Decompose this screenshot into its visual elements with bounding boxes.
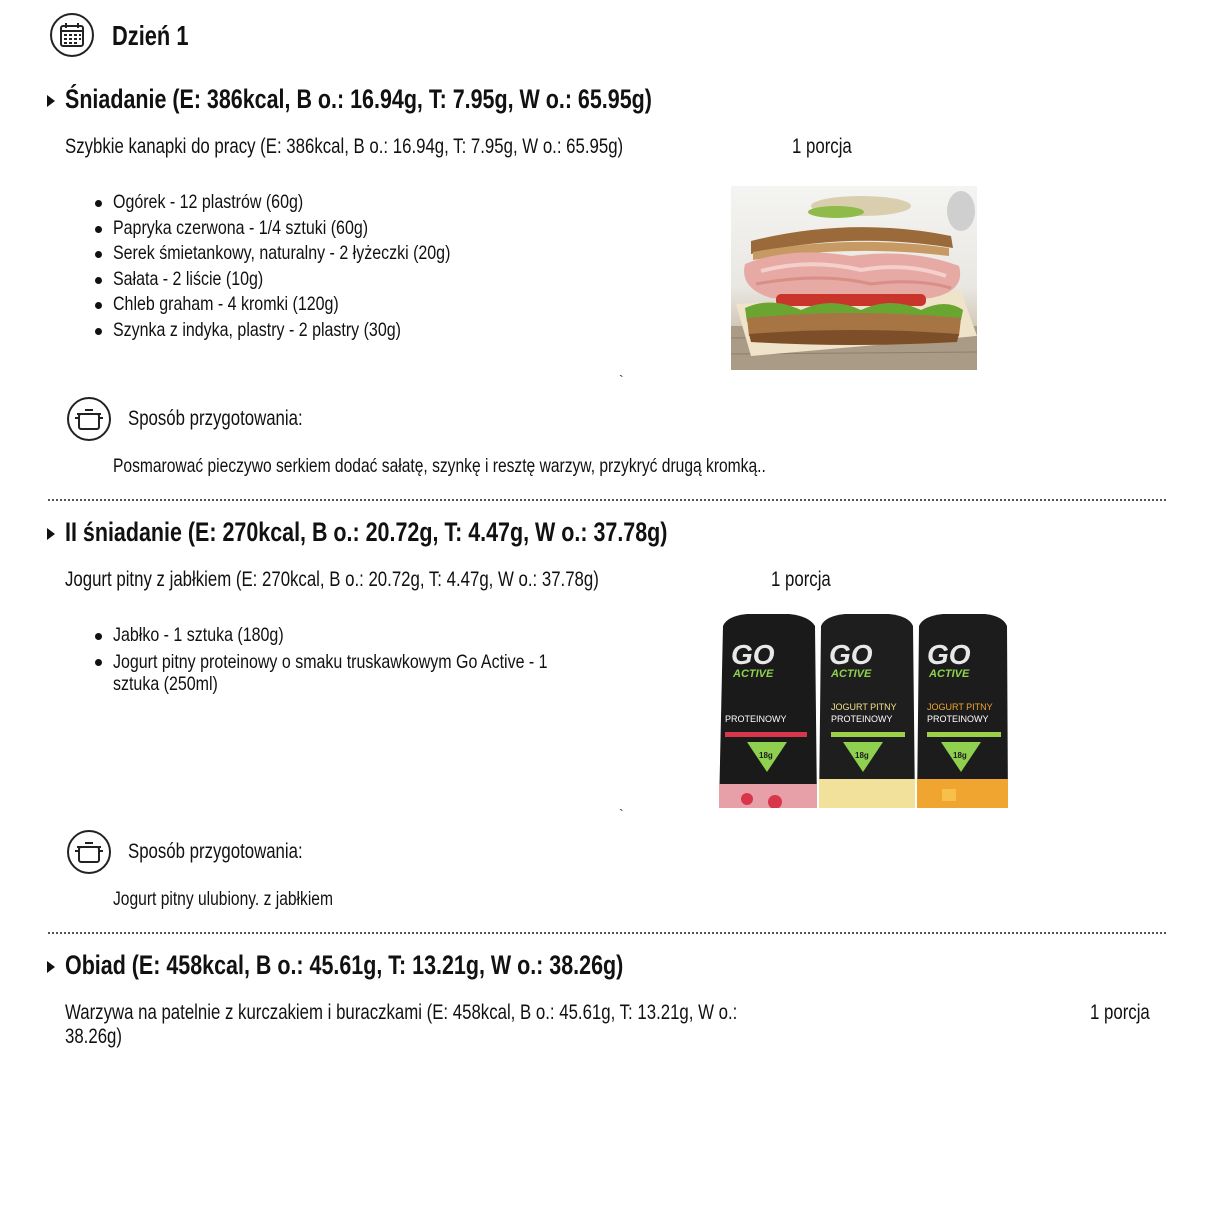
meal-heading-lunch[interactable] [47,950,767,981]
bottle-brand: GO [829,639,873,670]
list-item: Sałata - 2 liście (10g) [95,267,524,293]
recipe-title: Jogurt pitny z jabłkiem (E: 270kcal, B o.: 20.72g, T: 4.47g, W o.: 37.78g) [65,568,599,591]
portion-label: 1 porcja [792,135,852,158]
bottle-label: PROTEINOWY [831,714,893,724]
meal-heading-text: Śniadanie (E: 386kcal, B o.: 16.94g, T: 7.95g, W o.: 65.95g) [65,84,652,114]
portion-label: 1 porcja [771,568,831,591]
list-item: Ogórek - 12 plastrów (60g) [95,190,524,216]
section-divider [48,932,1166,934]
bottle-label: JOGURT PITNY [927,702,993,712]
meal-heading-text: Obiad (E: 458kcal, B o.: 45.61g, T: 13.21g, W o.: 38.26g) [65,950,624,980]
list-item: Jabłko - 1 sztuka (180g) [95,623,583,649]
bottle-sub: ACTIVE [733,668,774,680]
bottle-sub: ACTIVE [831,668,872,680]
list-item: Papryka czerwona - 1/4 sztuki (60g) [95,216,524,242]
bottle-brand: GO [927,639,971,670]
cooking-pot-icon [67,397,111,441]
list-item: Chleb graham - 4 kromki (120g) [95,292,524,318]
section-divider [48,499,1166,501]
bottle-badge: 18g [855,751,869,760]
caret-right-icon [47,95,55,107]
bottle-label: PROTEINOWY [927,714,989,724]
day-title: Dzień 1 [112,20,189,51]
bottle-badge: 18g [953,751,967,760]
caret-right-icon [47,528,55,540]
meal-heading-text: II śniadanie (E: 270kcal, B o.: 20.72g, T: 4.47g, W o.: 37.78g) [65,517,668,547]
list-item: Szynka z indyka, plastry - 2 plastry (30g) [95,318,524,344]
prep-text: Jogurt pitny ulubiony. z jabłkiem [113,888,333,910]
list-item: Jogurt pitny proteinowy o smaku truskawkowym Go Active - 1 sztuka (250ml) [95,651,583,695]
recipe-title: Szybkie kanapki do pracy (E: 386kcal, B o.: 16.94g, T: 7.95g, W o.: 65.95g) [65,135,624,158]
ingredient-list [95,190,524,344]
prep-text: Posmarować pieczywo serkiem dodać sałatę, szynkę i resztę warzyw, przykryć drugą kromką.. [113,455,766,477]
sandwich-photo [731,186,977,370]
recipe-title-continued: 38.26g) [65,1025,122,1048]
cooking-pot-icon [67,830,111,874]
bottle-label: PROTEINOWY [725,714,787,724]
portion-label: 1 porcja [1090,1001,1150,1024]
ingredient-list [95,623,583,695]
prep-title: Sposób przygotowania: [128,407,303,430]
bottle-brand: GO [731,639,775,670]
meal-heading-second-breakfast[interactable] [47,517,823,548]
recipe-title: Warzywa na patelnie z kurczakiem i buraczkami (E: 458kcal, B o.: 45.61g, T: 13.21g, W o.: [65,1001,738,1024]
yogurt-photo [717,614,1008,808]
caret-right-icon [47,961,55,973]
list-item: Serek śmietankowy, naturalny - 2 łyżeczki (20g) [95,241,524,267]
bottle-sub: ACTIVE [929,668,970,680]
meal-heading-breakfast[interactable] [47,84,803,115]
prep-title: Sposób przygotowania: [128,840,303,863]
tick-mark: ` [619,806,624,822]
calendar-icon [50,13,94,57]
bottle-badge: 18g [759,751,773,760]
bottle-label: JOGURT PITNY [831,702,897,712]
tick-mark: ` [619,372,624,388]
